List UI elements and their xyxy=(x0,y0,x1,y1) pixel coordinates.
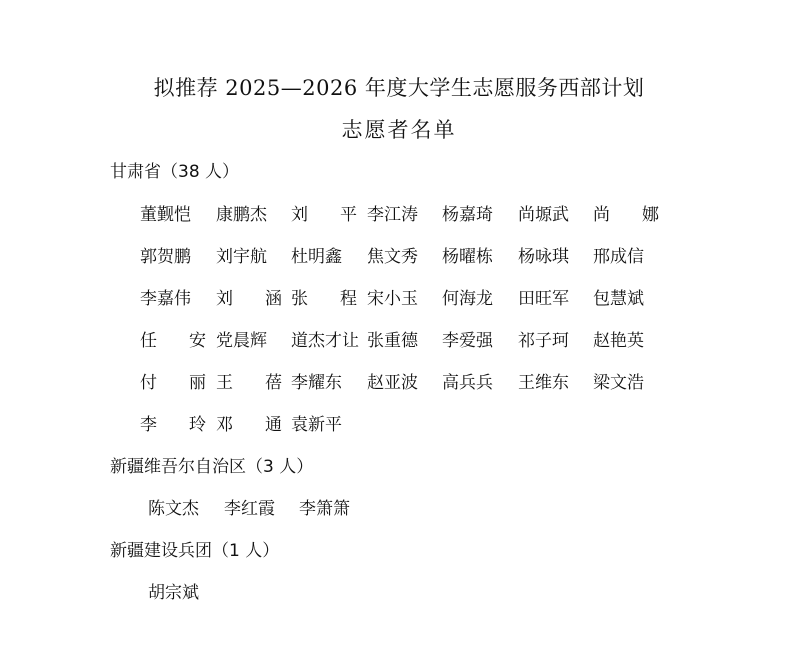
volunteer-name: 邢成信 xyxy=(593,247,644,267)
volunteer-name: 刘 涵 xyxy=(216,289,282,309)
volunteer-name: 杨嘉琦 xyxy=(442,205,493,225)
volunteer-name: 李爱强 xyxy=(442,331,493,351)
volunteer-name: 胡宗斌 xyxy=(148,583,199,603)
volunteer-name: 尚 娜 xyxy=(593,205,659,225)
volunteer-name: 李红霞 xyxy=(224,499,275,519)
document-subtitle: 志愿者名单 xyxy=(341,118,457,142)
volunteer-name: 陈文杰 xyxy=(148,499,199,519)
volunteer-name: 张重德 xyxy=(367,331,418,351)
volunteer-name: 赵艳英 xyxy=(593,331,644,351)
volunteer-name: 李 玲 xyxy=(140,415,206,435)
volunteer-name: 康鹏杰 xyxy=(216,205,267,225)
volunteer-name: 赵亚波 xyxy=(367,373,418,393)
volunteer-name: 祁子珂 xyxy=(518,331,569,351)
section-heading-bingtuan: 新疆建设兵团（1 人） xyxy=(110,541,280,561)
section-heading-xinjiang: 新疆维吾尔自治区（3 人） xyxy=(110,457,314,477)
volunteer-name: 焦文秀 xyxy=(367,247,418,267)
volunteer-name: 王 蓓 xyxy=(216,373,282,393)
volunteer-name: 李箫箫 xyxy=(299,499,350,519)
volunteer-name: 邓 通 xyxy=(216,415,282,435)
volunteer-name: 宋小玉 xyxy=(367,289,418,309)
volunteer-name: 刘 平 xyxy=(291,205,357,225)
volunteer-name: 任 安 xyxy=(140,331,206,351)
volunteer-name: 何海龙 xyxy=(442,289,493,309)
volunteer-name: 郭贺鹏 xyxy=(140,247,191,267)
volunteer-name: 付 丽 xyxy=(140,373,206,393)
volunteer-name: 李江涛 xyxy=(367,205,418,225)
volunteer-name: 梁文浩 xyxy=(593,373,644,393)
volunteer-name: 党晨辉 xyxy=(216,331,267,351)
volunteer-name: 田旺军 xyxy=(518,289,569,309)
volunteer-name: 董觐恺 xyxy=(140,205,191,225)
volunteer-name: 包慧斌 xyxy=(593,289,644,309)
volunteer-name: 杨咏琪 xyxy=(518,247,569,267)
volunteer-name: 尚塬武 xyxy=(518,205,569,225)
volunteer-name: 李嘉伟 xyxy=(140,289,191,309)
volunteer-name: 王维东 xyxy=(518,373,569,393)
section-heading-gansu: 甘肃省（38 人） xyxy=(110,162,240,182)
volunteer-name: 高兵兵 xyxy=(442,373,493,393)
volunteer-name: 道杰才让 xyxy=(291,331,359,351)
volunteer-name: 袁新平 xyxy=(291,415,342,435)
volunteer-name: 李耀东 xyxy=(291,373,342,393)
volunteer-name: 杜明鑫 xyxy=(291,247,342,267)
document-title: 拟推荐 2025—2026 年度大学生志愿服务西部计划 xyxy=(153,76,645,100)
volunteer-name: 杨曜栋 xyxy=(442,247,493,267)
volunteer-name: 张 程 xyxy=(291,289,357,309)
volunteer-name: 刘宇航 xyxy=(216,247,267,267)
